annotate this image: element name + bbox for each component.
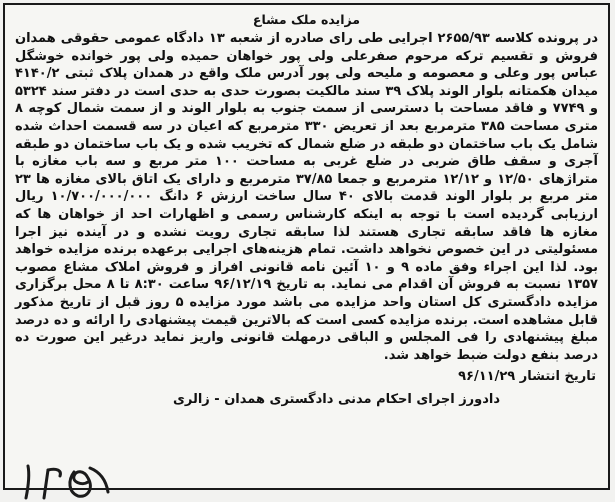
publish-date-line	[15, 368, 598, 386]
notice-body: در پرونده کلاسه ۲۶۵۵/۹۳ اجرایی طی رای صادره از شعبه ۱۳ دادگاه عمومی حقوقی همدان فروش و تقسیم ترکه مرحوم صفرعلی ولی پور خواهان حمیده ولی پور خوانده خوشگل عباس پور وعلی و معصومه و ملیحه ولی پور آدرس ملک واقع در همدان پلاک ثبتی ۴۱۴۰/۲ میدان هکمتانه بلوار الوند پلاک ۳۹ سند مالکیت بصورت حدی به حدی است در دفتر سند ۵۳۲۴ و ۷۷۴۹ و فاقد مساحت با دسترسی از سمت جنوب به بلوار الوند و از سمت شمال کوچه ۸ متری مساحت ۳۸۵ مترمربع بعد از تعریض ۳۳۰ مترمربع که اعیان در سه قسمت احداث شده شامل یک باب ساختمان دو طبقه در ضلع شمال که تخریب شده و یک باب ساختمان دو طبقه آجری و سقف طاق ضربی در ضلع غربی به مساحت ۱۰۰ متر مربع و سه باب مغازه با متراژهای ۱۲/۵۰ و ۱۲/۱۲ مترمربع و جمعا ۳۷/۸۵ مترمربع و دارای یک اتاق بالای مغازه ها ۲۳ متر مربع بر بلوار الوند قدمت بالای ۴۰ سال ساخت ارزش ۶ دانگ ۱۰/۷۰۰/۰۰۰/۰۰۰ ریال ارزیابی گردیده است با توجه به اینکه کارشناس رسمی و اظهارات احد از خواهان ها که مغازه ها فاقد سابقه تجاری هستند لذا سابقه تجاری رویت نشده و در آینده نیز اجرا مسئولیتی در این خصوص نخواهد داشت. تمام هزینه‌های اجرایی برعهده برنده مزایده خواهد بود. لذا این اجراء وفق ماده ۹ و ۱۰ آئین نامه قانونی افراز و فروش املاک مشاع مصوب ۱۳۵۷ نسبت به فروش آن اقدام می نماید. به تاریخ ۹۶/۱۲/۱۹ ساعت ۸:۳۰ تا ۸ محل برگزاری مزایده دادگستری کل استان واحد مزایده می باشد مورد مزایده ۵ روز قبل از تاریخ مذکور قابل مشاهده است. برنده مزایده کسی است که بالاترین قیمت پیشنهادی را ارائه و ده درصد مبلغ پیشنهادی را فی المجلس و الباقی درمهلت قانونی واریز نماید درغیر این صورت ده درصد بنفع دولت ضبط خواهد شد.	[15, 31, 599, 363]
handwritten-number-mark	[16, 462, 116, 502]
notice-frame	[3, 3, 610, 490]
publish-date-label: تاریخ انتشار	[519, 369, 596, 385]
publish-date: ۹۶/۱۱/۲۹	[458, 369, 516, 385]
signature-line: دادورز اجرای احکام مدنی دادگستری همدان - زالری	[172, 392, 501, 408]
notice-title: مزایده ملک مشاع	[252, 12, 361, 27]
